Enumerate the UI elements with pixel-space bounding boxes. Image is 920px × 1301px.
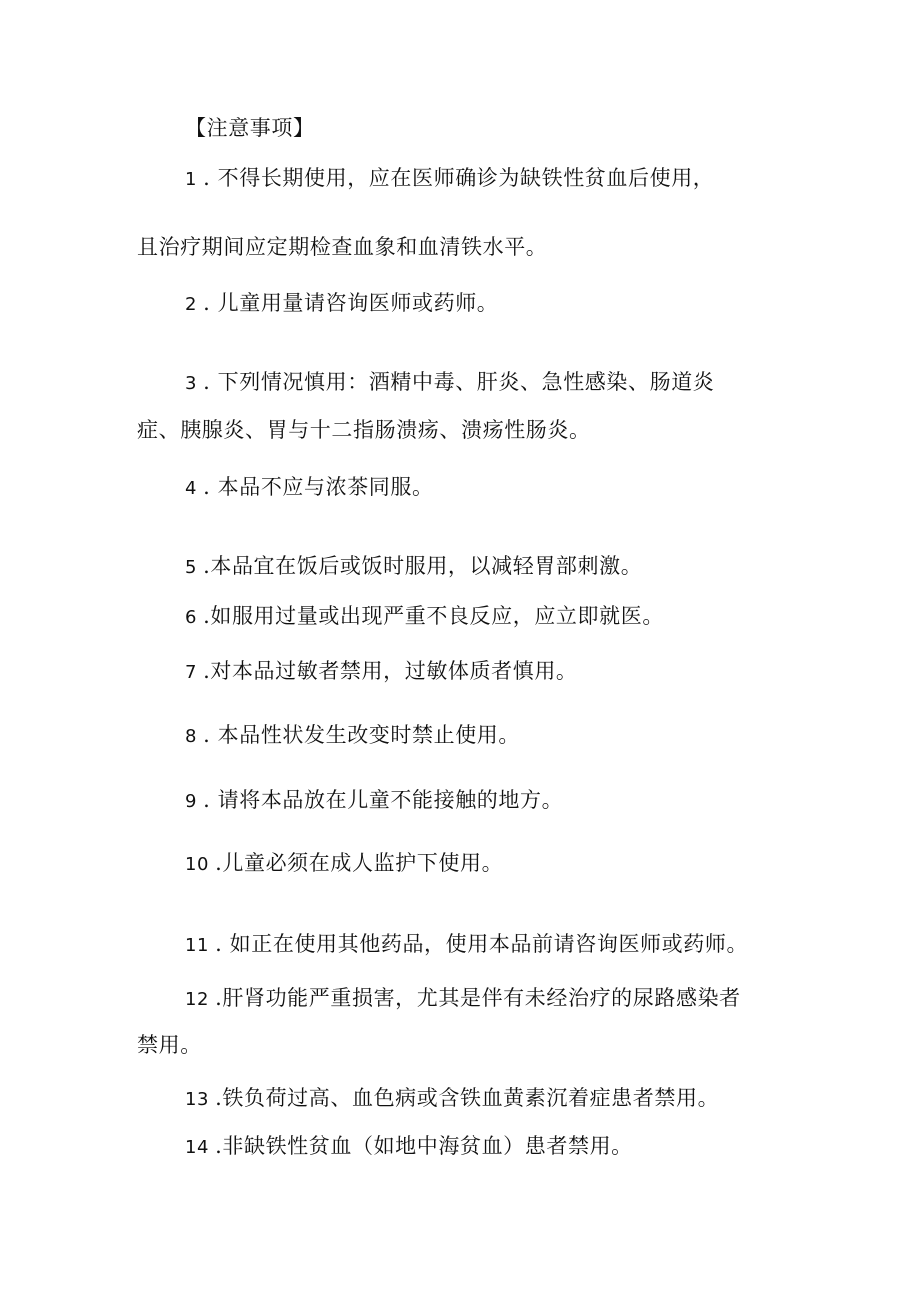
- list-item-continuation: 禁用。: [137, 1033, 202, 1057]
- item-text: .铁负荷过高、血色病或含铁血黄素沉着症患者禁用。: [215, 1086, 720, 1110]
- item-text: .本品宜在饭后或饭时服用，以减轻胃部刺激。: [203, 554, 643, 578]
- item-text: .非缺铁性贫血（如地中海贫血）患者禁用。: [215, 1134, 633, 1158]
- item-number: 4: [185, 478, 198, 499]
- item-number: 8: [185, 726, 198, 747]
- item-number: 6: [185, 607, 198, 628]
- item-number: 5: [185, 557, 198, 578]
- item-number: 2: [185, 294, 198, 315]
- item-number: 10: [185, 854, 210, 875]
- item-text: . 请将本品放在儿童不能接触的地方。: [203, 788, 564, 812]
- list-item: [185, 163, 714, 195]
- list-item: [185, 785, 563, 817]
- list-item: [185, 983, 741, 1015]
- item-text: .儿童必须在成人监护下使用。: [215, 851, 504, 875]
- item-number: 3: [185, 373, 198, 394]
- item-text: .肝肾功能严重损害，尤其是伴有未经治疗的尿路感染者: [215, 986, 741, 1010]
- list-item: [185, 720, 520, 752]
- list-item-continuation: 症、胰腺炎、胃与十二指肠溃疡、溃疡性肠炎。: [137, 418, 591, 442]
- item-text: . 如正在使用其他药品，使用本品前请咨询医师或药师。: [215, 932, 749, 956]
- list-item: [185, 551, 642, 583]
- list-item: [185, 288, 498, 320]
- item-number: 12: [185, 989, 210, 1010]
- list-item: [185, 1131, 633, 1163]
- list-item: [185, 1083, 719, 1115]
- item-text: . 下列情况慎用：酒精中毒、肝炎、急性感染、肠道炎: [203, 370, 715, 394]
- list-item: [185, 472, 434, 504]
- item-text: . 不得长期使用，应在医师确诊为缺铁性贫血后使用，: [203, 166, 715, 190]
- item-number: 7: [185, 662, 198, 683]
- list-item-continuation: 且治疗期间应定期检查血象和血清铁水平。: [137, 235, 548, 259]
- item-number: 1: [185, 169, 198, 190]
- item-text: . 本品性状发生改变时禁止使用。: [203, 723, 521, 747]
- item-number: 11: [185, 935, 210, 956]
- item-text: .对本品过敏者禁用，过敏体质者慎用。: [203, 659, 578, 683]
- section-heading: 【注意事项】: [185, 116, 315, 140]
- item-text: .如服用过量或出现严重不良反应，应立即就医。: [203, 604, 664, 628]
- list-item: [185, 601, 664, 633]
- list-item: [185, 656, 578, 688]
- list-item: [185, 848, 503, 880]
- list-item: [185, 367, 714, 399]
- item-number: 9: [185, 791, 198, 812]
- item-text: . 儿童用量请咨询医师或药师。: [203, 291, 499, 315]
- list-item: [185, 929, 748, 961]
- item-number: 13: [185, 1089, 210, 1110]
- item-number: 14: [185, 1137, 210, 1158]
- item-text: . 本品不应与浓茶同服。: [203, 475, 434, 499]
